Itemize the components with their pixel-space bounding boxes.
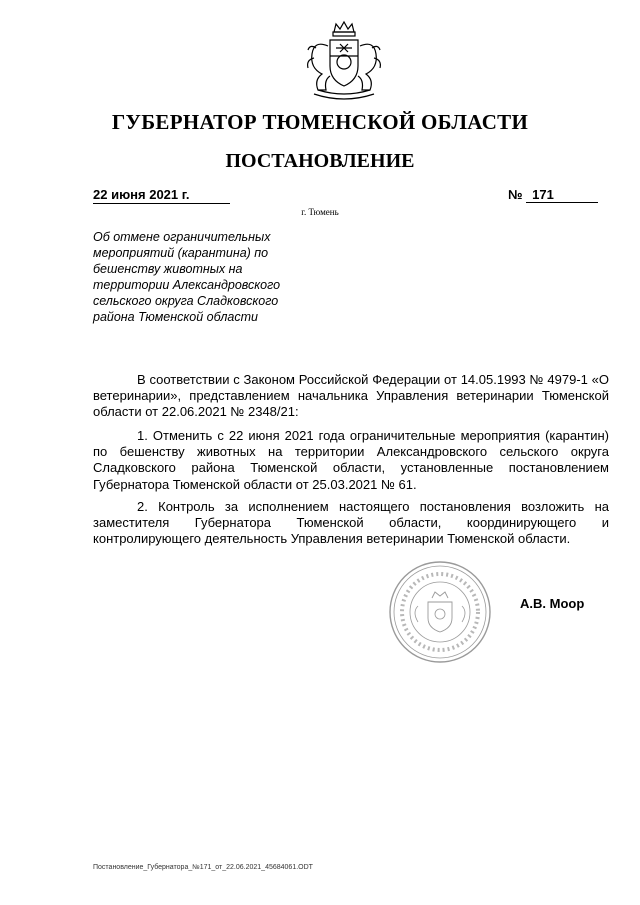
paragraph-text: 2. Контроль за исполнением настоящего постановления возложить на заместителя Губернатора Тюменской области, координирующего и контролирующего деятельность Управления ветеринарии Тюменской области. — [93, 499, 609, 547]
number-value: 171 — [526, 187, 598, 203]
paragraph-text: В соответствии с Законом Российской Федерации от 14.05.1993 № 4979-1 «О ветеринарии», представлением начальника Управления ветеринарии Тюменской области от 22.06.2021 № 2348/21: — [93, 372, 609, 420]
body-paragraph-3 — [93, 499, 609, 548]
document-type: ПОСТАНОВЛЕНИЕ — [225, 150, 415, 172]
signer-name: А.В. Моор — [520, 596, 585, 611]
document-date: 22 июня 2021 г. — [93, 187, 230, 204]
footer-filename: Постановление_Губернатора_№171_от_22.06.2021_45684061.ODT — [93, 864, 313, 871]
tyumen-coat-of-arms-icon — [296, 18, 392, 108]
body-paragraph-1 — [93, 372, 609, 421]
body-paragraph-2 — [93, 428, 609, 493]
official-seal-icon — [388, 560, 492, 664]
org-title: ГУБЕРНАТОР ТЮМЕНСКОЙ ОБЛАСТИ — [111, 110, 529, 134]
document-subject: Об отмене ограничительных мероприятий (карантина) по бешенству животных на территории Александровского сельского округа Сладковского района Тюменской области — [93, 230, 281, 324]
document-city: г. Тюмень — [301, 207, 339, 217]
paragraph-text: 1. Отменить с 22 июня 2021 года ограничительные мероприятия (карантин) по бешенству животных на территории Александровского сельского округа Сладковского района Тюменской области, установленные постановлением Губернатора Тюменской области от 25.03.2021 № 61. — [93, 428, 609, 492]
document-number — [508, 187, 604, 203]
number-prefix: № — [508, 187, 523, 202]
